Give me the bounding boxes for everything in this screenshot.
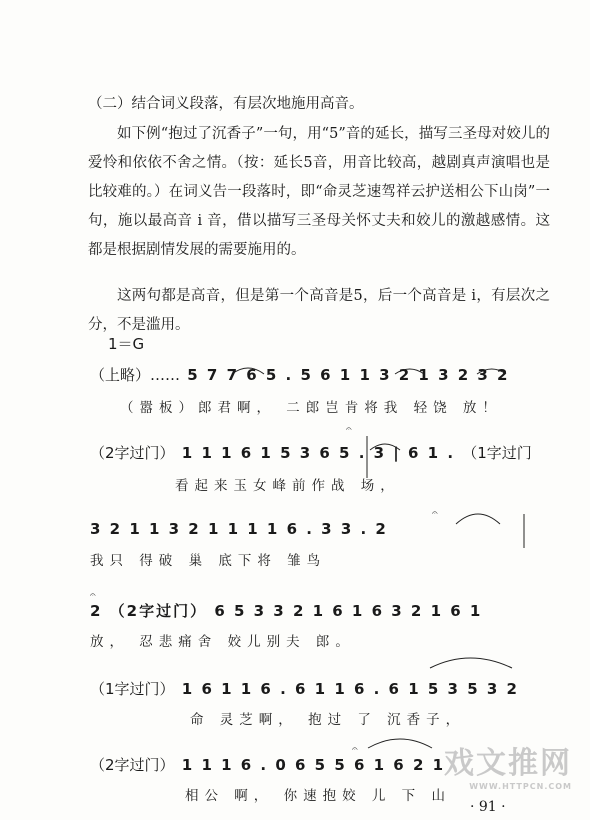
site-watermark [444,738,572,791]
summary-text: 这两句都是高音，但是第一个高音是5，后一个高音是 i，有层次之分，不是滥用。 [88,288,550,333]
notation-row-2 [90,442,532,463]
lyric-row-6: 相公 啊， 你速抱姣 儿 下 山 [185,788,451,804]
fermata: 𝄐 [346,424,352,435]
slur [456,514,500,524]
row-notes: 2 （2字过门） 6 5 3 3 2 1 6 1 6 3 2 1 6 1 [90,602,483,620]
slur [368,739,432,748]
slur [430,658,512,668]
watermark-url: WWW.HTTPCN.COM [469,782,572,791]
row-notes: 1 6 1 1 6 . 6 1 1 6 . 6 1 5 3 5 3 2 [181,680,519,698]
fermata: 𝄐 [352,744,358,755]
notation-row-3 [90,520,388,538]
watermark-text: 戏文推网 [444,746,572,781]
row-label: （2字过门） [90,444,175,462]
lyric-row-3: 我只 得破 巢 底下将 雏鸟 [90,553,327,569]
notation-row-1 [90,364,510,385]
row-label: （上略）…… [90,366,181,384]
key-signature: 1＝G [108,335,145,353]
row-notes: 1 1 1 6 1 5 3 6 5 . 3 | 6 1 . [181,444,456,462]
body-text: 如下例“抱过了沉香子”一句，用“5”音的延长，描写三圣母对姣儿的爱怜和依依不舍之情。（按：延长5音，用音比较高，越剧真声演唱也是比较难的。）在词义告一段落时，即“命灵芝速驾祥云护送相公下山岗”一句，施以最高音 i 音，借以描写三圣母关怀丈夫和姣儿的激越感情。这都是根据剧情发展的需要施用的。 [88,126,550,258]
row-label: （2字过门） [90,756,175,774]
lyric-row-2: 看起来玉女峰前作战 场， [175,478,400,494]
lyric-row-1: （嚣板）郎君啊， 二郎岂肯将我 轻饶 放！ [120,400,502,416]
lyric-row-4: 放， 忍悲痛舍 姣儿别夫 郎。 [90,634,355,650]
notation-row-4 [90,600,482,621]
row-notes: 5 7 7 6 5 . 5 6 1 1 3 2 1 3 2 3 2 [187,366,510,384]
notation-row-6 [90,754,445,775]
page-number: · 91 · [470,799,506,815]
fermata: 𝄐 [90,590,96,601]
row-notes: 3 2 1 1 3 2 1 1 1 1 6 . 3 3 . 2 [90,520,388,538]
row-tail: （1字过门 [462,444,532,462]
row-notes: 1 1 1 6 . 0 6 5 5 6 1 6 2 1 [181,756,446,774]
notation-row-5 [90,678,519,699]
lyric-row-5: 命 灵芝啊， 抱过 了 沉香子， [190,712,466,728]
heading-text: （二）结合词义段落，有层次地施用高音。 [88,96,364,112]
fermata: 𝄐 [432,508,438,519]
row-label: （1字过门） [90,680,175,698]
